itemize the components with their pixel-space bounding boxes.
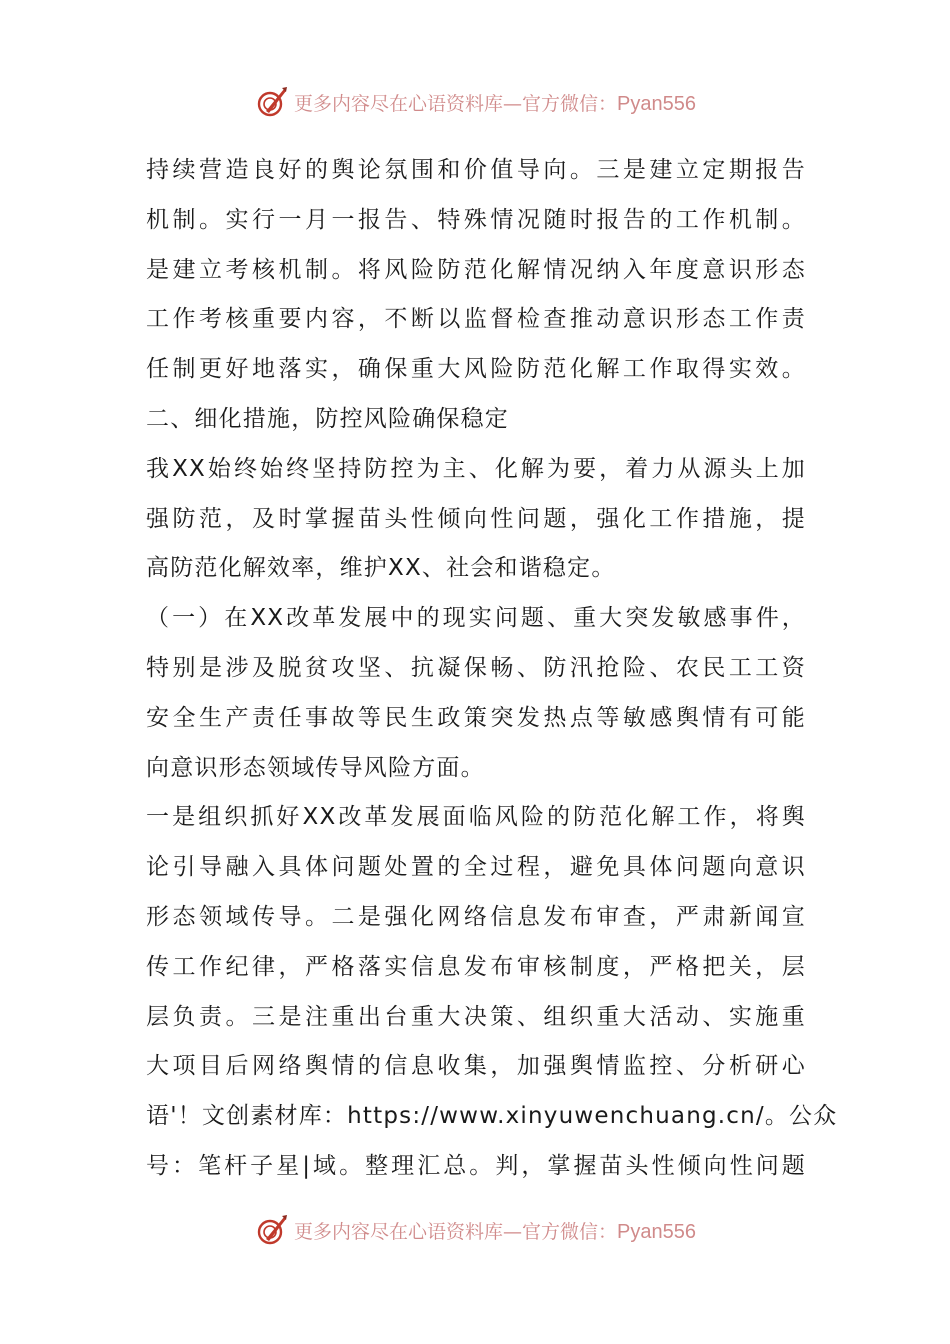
document-body — [146, 146, 838, 1192]
text-line: 是建立考核机制。将风险防范化解情况纳入年度意识形态 — [146, 256, 806, 283]
text-line: 强防范，及时掌握苗头性倾向性问题，强化工作措施，提 — [146, 505, 806, 532]
text-line: 传工作纪律，严格落实信息发布审核制度，严格把关，层 — [146, 953, 806, 980]
text-line: 向意识形态领域传导风险方面。 — [146, 754, 485, 781]
quill-logo-icon — [254, 1212, 290, 1248]
text-line: 论引导融入具体问题处置的全过程，避免具体问题向意识 — [146, 854, 806, 881]
text-line: （一）在XX改革发展中的现实问题、重大突发敏感事件， — [146, 605, 806, 632]
text-line: 层负责。三是注重出台重大决策、组织重大活动、实施重 — [146, 1003, 806, 1030]
text-line: 高防范化解效率，维护XX、社会和谐稳定。 — [146, 555, 616, 582]
text-line: 语'！文创素材库：https://www.xinyuwenchuang.cn/。公众 — [146, 1103, 838, 1130]
section-heading: 二、细化措施，防控风险确保稳定 — [146, 405, 509, 432]
text-line: 安全生产责任事故等民生政策突发热点等敏感舆情有可能 — [146, 704, 806, 731]
text-line: 工作考核重要内容，不断以监督检查推动意识形态工作责 — [146, 306, 806, 333]
text-line: 一是组织抓好XX改革发展面临风险的防范化解工作，将舆 — [146, 804, 806, 831]
text-line: 任制更好地落实，确保重大风险防范化解工作取得实效。 — [146, 356, 806, 383]
text-line: 我XX始终始终坚持防控为主、化解为要，着力从源头上加 — [146, 455, 806, 482]
text-line: 大项目后网络舆情的信息收集，加强舆情监控、分析研心 — [146, 1053, 806, 1080]
text-line: 特别是涉及脱贫攻坚、抗凝保畅、防汛抢险、农民工工资 — [146, 654, 806, 681]
text-line: 机制。实行一月一报告、特殊情况随时报告的工作机制。 — [146, 206, 806, 233]
quill-logo-icon — [254, 84, 290, 120]
text-line: 形态领域传导。二是强化网络信息发布审查，严肃新闻宣 — [146, 903, 806, 930]
watermark-text: 更多内容尽在心语资料库—官方微信：Pyan556 — [294, 1220, 696, 1243]
text-line: 号：笔杆子星|域。整理汇总。判，掌握苗头性倾向性问题 — [146, 1152, 806, 1179]
watermark-text: 更多内容尽在心语资料库—官方微信：Pyan556 — [294, 92, 696, 115]
watermark-header — [0, 82, 950, 122]
watermark-footer — [0, 1210, 950, 1250]
text-line: 持续营造良好的舆论氛围和价值导向。三是建立定期报告 — [146, 157, 806, 183]
